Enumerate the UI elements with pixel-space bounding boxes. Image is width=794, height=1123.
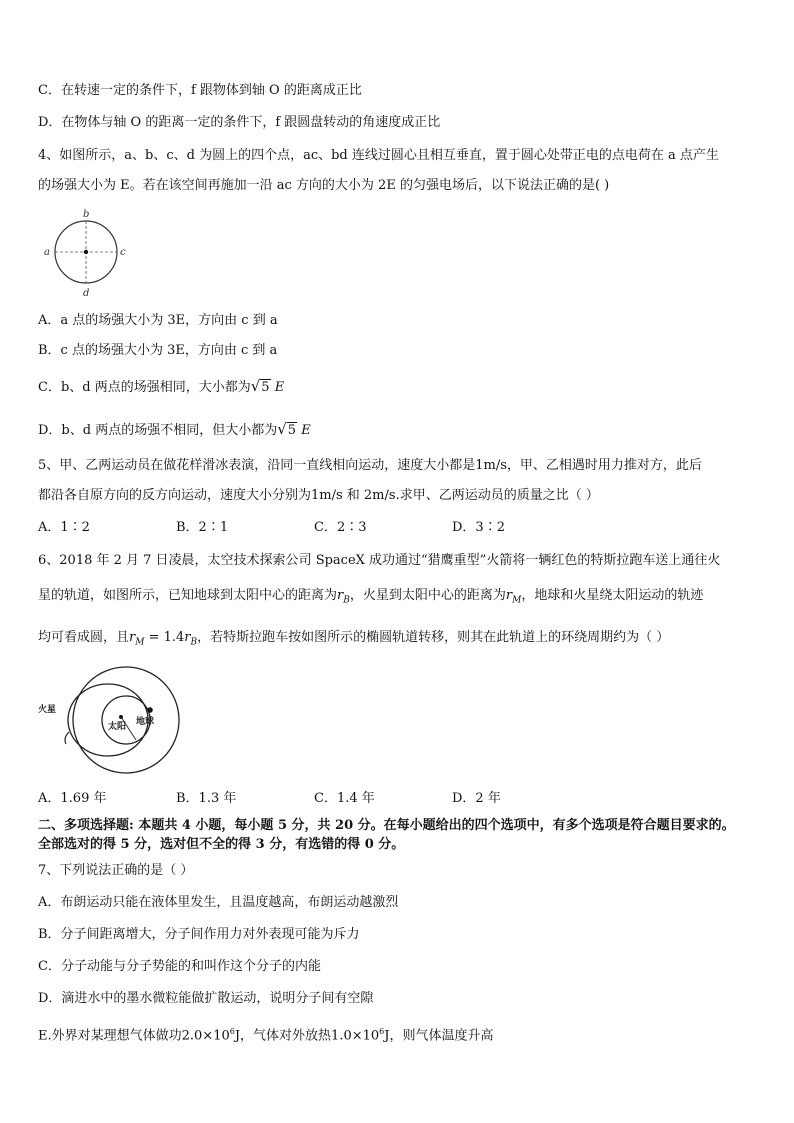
q4-option-d (38, 420, 311, 440)
q6-eq-rB: r (184, 630, 191, 645)
q6-option-d: D．2 年 (452, 791, 501, 806)
q5-option-d: D．3∶2 (452, 520, 505, 535)
q6-stem2-part1: 星的轨道，如图所示，已知地球到太阳中心的距离为 (38, 588, 338, 603)
q6-stem-line2 (38, 587, 703, 610)
q6-eq-rM-sub: M (135, 637, 145, 648)
q7-e-value2: 1.0×10 (331, 1028, 380, 1044)
q4-option-b: B．c 点的场强大小为 3E，方向由 c 到 a (38, 343, 278, 358)
q4-option-c-sqrt-arg: 5 (261, 380, 270, 395)
q6-eq-mid: = 1.4 (144, 630, 185, 645)
q7-e-exp2: 6 (379, 1027, 385, 1036)
q5-option-a: A．1∶2 (38, 520, 90, 535)
q6-stem2-part3: ，地球和火星绕太阳运动的轨迹 (521, 588, 704, 603)
q5-stem-line1: 5、甲、乙两运动员在做花样滑冰表演，沿同一直线相向运动，速度大小都是1m/s，甲、乙相遇时用力推对方，此后 (38, 458, 702, 473)
q7-option-c: C．分子动能与分子势能的和叫作这个分子的内能 (38, 959, 321, 974)
q4-option-d-sqrt-arg: 5 (287, 423, 297, 438)
q6-rB-sub: B (343, 595, 350, 606)
section2-heading-line1: 二、多项选择题: 本题共 4 小题，每小题 5 分，共 20 分。在每小题给出的四个选项中，有多个选项是符合题目要求的。 (38, 818, 735, 833)
q6-option-c: C．1.4 年 (314, 791, 375, 806)
q7-stem: 7、下列说法正确的是（ ） (38, 863, 194, 878)
q5-stem-line2: 都沿各自原方向的反方向运动，速度大小分别为1m/s 和 2m/s.求甲、乙两运动员的质量之比（ ） (38, 488, 599, 503)
q4-center-charge (84, 250, 88, 254)
earth-dot (147, 707, 153, 713)
q6-label-sun: 太阳 (108, 722, 127, 732)
q4-option-d-e: E (301, 423, 311, 438)
q6-rM-sub: M (512, 595, 522, 606)
q6-orbit-figure (36, 664, 188, 776)
q6-stem3-part1: 均可看成圆，且 (38, 630, 130, 645)
sqrt-icon: √ (277, 420, 287, 438)
q7-option-d: D．滴进水中的墨水微粒能做扩散运动，说明分子间有空隙 (38, 991, 374, 1006)
q4-label-b: b (83, 209, 90, 220)
q4-option-c-e: E (274, 380, 285, 395)
q6-stem-line1: 6、2018 年 2 月 7 日凌晨，太空技术探索公司 SpaceX 成功通过“猎鹰重型”火箭将一辆红色的特斯拉跑车送上通往火 (38, 553, 721, 568)
q4-option-d-text: D．b、d 两点的场强不相同，但大小都为 (38, 423, 278, 438)
q6-stem-line3 (38, 629, 669, 652)
q4-label-d: d (83, 288, 90, 299)
q7-option-e (38, 1023, 493, 1045)
q6-option-b: B．1.3 年 (176, 791, 237, 806)
sqrt-icon: √ (250, 377, 261, 395)
q7-option-a: A．布朗运动只能在液体里发生，且温度越高，布朗运动越激烈 (38, 895, 399, 910)
q7-e-part2: J，气体对外放热 (234, 1028, 332, 1044)
q3-option-d: D．在物体与轴 O 的距离一定的条件下，f 跟圆盘转动的角速度成正比 (38, 115, 441, 130)
q4-label-c: c (120, 247, 126, 258)
q7-e-value1: 2.0×10 (181, 1028, 230, 1044)
q6-eq-rB-sub: B (190, 637, 198, 648)
mars-arrow (65, 732, 69, 744)
q4-stem-line2: 的场强大小为 E。若在该空间再施加一沿 ac 方向的大小为 2E 的匀强电场后，以下说法正确的是( ) (38, 178, 610, 193)
q6-rB: r (337, 588, 344, 603)
q4-option-a: A．a 点的场强大小为 3E，方向由 c 到 a (38, 313, 278, 328)
q6-stem2-part2: ，火星到太阳中心的距离为 (349, 588, 506, 603)
q4-stem-line1: 4、如图所示，a、b、c、d 为圆上的四个点，ac、bd 连线过圆心且相互垂直，置于圆心处带正电的点电荷在 a 点产生 (38, 148, 719, 163)
q5-option-c: C．2∶3 (314, 520, 367, 535)
q4-circle-figure (40, 206, 140, 300)
q6-label-mars: 火星 (38, 705, 57, 715)
q6-label-earth: 地球 (136, 717, 155, 727)
q4-label-a: a (44, 247, 50, 258)
q7-e-part3: J，则气体温度升高 (384, 1028, 494, 1044)
q4-option-c-text: C．b、d 两点的场强相同，大小都为 (38, 380, 251, 395)
q6-rM: r (505, 588, 513, 603)
q6-eq-rM: r (129, 630, 136, 645)
q6-stem3-part2: ，若特斯拉跑车按如图所示的椭圆轨道转移，则其在此轨道上的环绕周期约为（ ） (197, 630, 670, 645)
q4-option-c (38, 377, 284, 397)
q6-option-a: A．1.69 年 (38, 791, 107, 806)
q3-option-c: C．在转速一定的条件下，f 跟物体到轴 O 的距离成正比 (38, 83, 362, 98)
q7-option-b: B．分子间距离增大，分子间作用力对外表现可能为斥力 (38, 927, 360, 942)
q7-e-exp1: 6 (229, 1027, 235, 1036)
q7-e-part1: E.外界对某理想气体做功 (38, 1028, 182, 1044)
section2-heading-line2: 全部选对的得 5 分，选对但不全的得 3 分，有选错的得 0 分。 (38, 837, 405, 852)
mars-orbit (73, 667, 179, 773)
q5-option-b: B．2∶1 (176, 520, 229, 535)
